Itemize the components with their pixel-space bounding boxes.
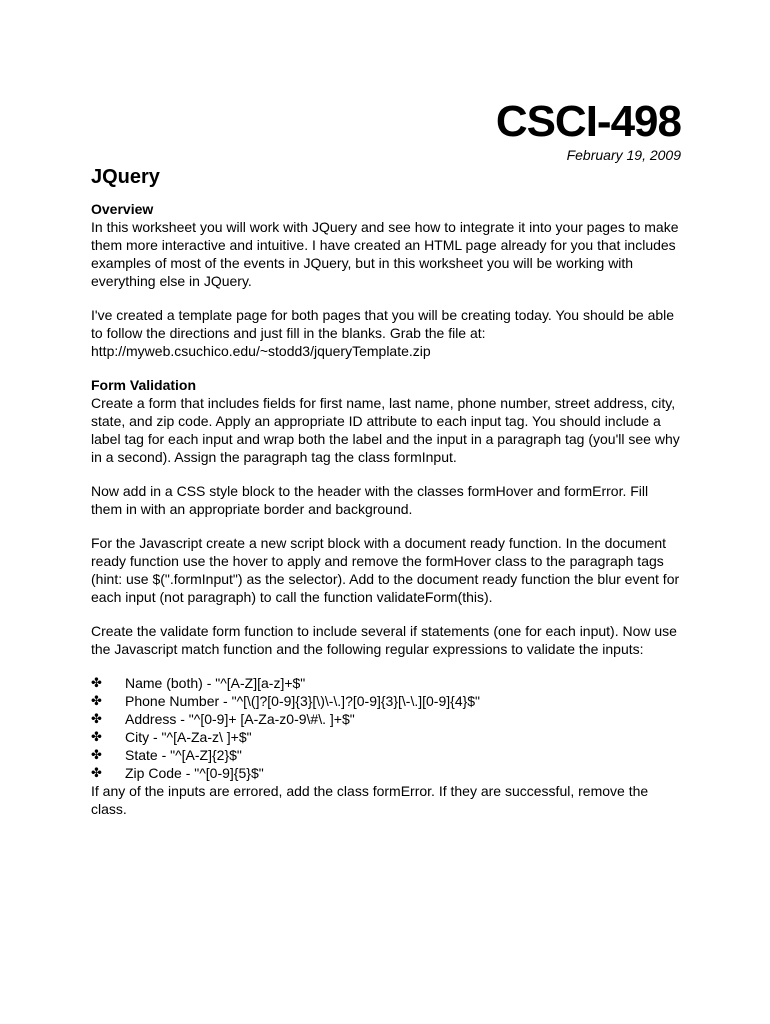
list-item [91, 710, 681, 728]
flower-bullet-icon: ✤ [91, 765, 102, 780]
flower-bullet-icon: ✤ [91, 729, 102, 744]
list-item-text: State - "^[A-Z]{2}$" [125, 747, 242, 763]
overview-heading: Overview [91, 201, 154, 217]
list-item-text: Phone Number - "^[\(]?[0-9]{3}[\)\-\.]?[0-9]{3}[\-\.][0-9]{4}$" [125, 693, 481, 709]
document-title: JQuery [91, 166, 160, 188]
list-item [91, 674, 681, 692]
form-validation-paragraph-1: Create a form that includes fields for first name, last name, phone number, street address, city, state, and zip code. Apply an appropriate ID attribute to each input tag. You should include a label tag for each input and wrap both the label and the input in a paragraph tag (you'll see why in a second). Assign the paragraph tag the class formInput. [91, 395, 680, 465]
course-title: CSCI-498 [495, 97, 681, 146]
regex-list [91, 674, 681, 782]
list-item-text: Zip Code - "^[0-9]{5}$" [125, 765, 264, 781]
flower-bullet-icon: ✤ [91, 693, 102, 708]
list-item [91, 692, 681, 710]
document-date: February 19, 2009 [566, 147, 681, 163]
overview-paragraph-1: In this worksheet you will work with JQuery and see how to integrate it into your pages to make them more interactive and intuitive. I have created an HTML page already for you that includes examples of most of the events in JQuery, but in this worksheet you will be working with everything else in JQuery. [91, 219, 679, 289]
flower-bullet-icon: ✤ [91, 747, 102, 762]
list-item-text: City - "^[A-Za-z\ ]+$" [125, 729, 252, 745]
worksheet-page [91, 96, 681, 834]
form-validation-paragraph-4: Create the validate form function to include several if statements (one for each input). Now use the Javascript match function and the following regular expressions to validate the inputs: [91, 623, 677, 657]
closing-paragraph: If any of the inputs are errored, add the class formError. If they are successful, remove the class. [91, 783, 649, 817]
overview-paragraph-2: I've created a template page for both pages that you will be creating today. You should be able to follow the directions and just fill in the blanks. Grab the file at: http://myweb.csuchico.edu/~stodd3/jqueryTemplate.zip [91, 307, 675, 359]
flower-bullet-icon: ✤ [91, 675, 102, 690]
list-item [91, 764, 681, 782]
list-item [91, 728, 681, 746]
flower-bullet-icon: ✤ [91, 711, 102, 726]
list-item-text: Name (both) - "^[A-Z][a-z]+$" [125, 675, 306, 691]
form-validation-paragraph-2: Now add in a CSS style block to the header with the classes formHover and formError. Fill them in with an appropriate border and background. [91, 483, 649, 517]
form-validation-heading: Form Validation [91, 377, 197, 393]
list-item [91, 746, 681, 764]
list-item-text: Address - "^[0-9]+ [A-Za-z0-9\#\. ]+$" [125, 711, 355, 727]
form-validation-paragraph-3: For the Javascript create a new script block with a document ready function. In the document ready function use the hover to apply and remove the formHover class to the paragraph tags (hint: use $(".formInput") as the selector). Add to the document ready function the blur event for each input (not paragraph) to call the function validateForm(this). [91, 535, 680, 605]
